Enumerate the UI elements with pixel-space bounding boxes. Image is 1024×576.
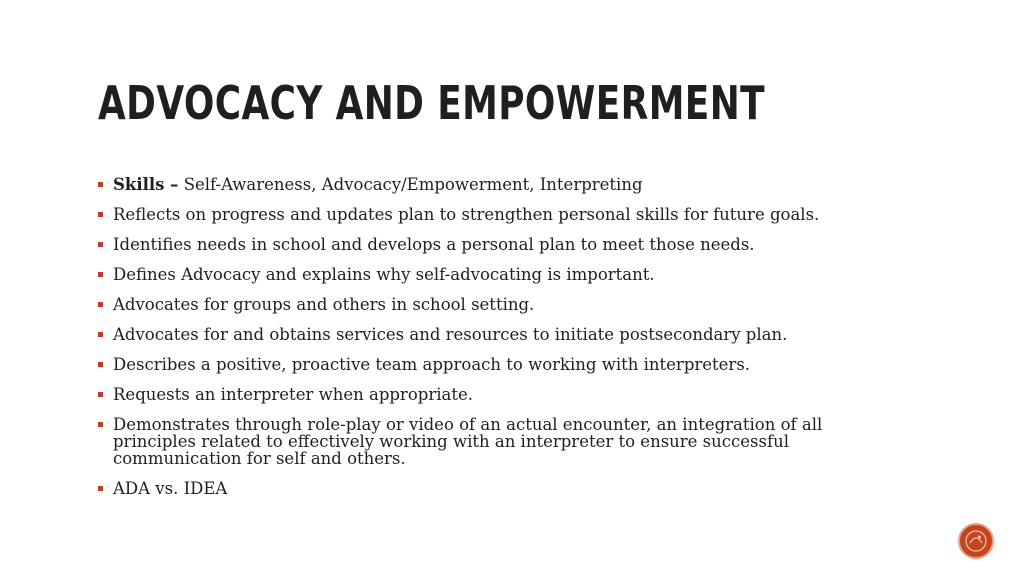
- logo-mark-icon: [963, 528, 989, 554]
- bullet-item: [98, 356, 898, 373]
- bullet-text: Demonstrates through role-play or video of an actual encounter, an integration of all principles related to effectively working with an interpreter to ensure successful communication for self and others.: [113, 415, 823, 468]
- bullet-item-skills: [98, 176, 898, 193]
- bullet-text: ADA vs. IDEA: [113, 479, 228, 498]
- bullet-text: Describes a positive, proactive team approach to working with interpreters.: [113, 355, 751, 374]
- slide-title: ADVOCACY AND EMPOWERMENT: [98, 76, 765, 130]
- bullet-text: Self-Awareness, Advocacy/Empowerment, Interpreting: [183, 175, 643, 194]
- bullet-marker-icon: [98, 272, 103, 277]
- bullet-marker-icon: [98, 486, 103, 491]
- bullet-item: [98, 266, 898, 283]
- bullet-text: Requests an interpreter when appropriate.: [113, 385, 473, 404]
- bullet-marker-icon: [98, 422, 103, 427]
- bullet-item: [98, 326, 898, 343]
- bullet-item: [98, 236, 898, 253]
- bullet-item: [98, 206, 898, 223]
- bullet-item: [98, 386, 898, 403]
- bullet-item: [98, 480, 898, 497]
- bullet-lead: Skills –: [113, 175, 179, 194]
- bullet-text: Identifies needs in school and develops a personal plan to meet those needs.: [113, 235, 755, 254]
- bullet-list: [98, 176, 898, 510]
- bullet-marker-icon: [98, 332, 103, 337]
- bullet-text: Advocates for groups and others in school setting.: [113, 295, 535, 314]
- bullet-marker-icon: [98, 182, 103, 187]
- bullet-marker-icon: [98, 362, 103, 367]
- bullet-item: [98, 416, 898, 467]
- bullet-marker-icon: [98, 302, 103, 307]
- bullet-item: [98, 296, 898, 313]
- bullet-marker-icon: [98, 212, 103, 217]
- slide-logo-icon: [958, 523, 994, 559]
- bullet-marker-icon: [98, 242, 103, 247]
- bullet-text: Defines Advocacy and explains why self-advocating is important.: [113, 265, 655, 284]
- bullet-text: Reflects on progress and updates plan to strengthen personal skills for future goals.: [113, 205, 820, 224]
- bullet-text: Advocates for and obtains services and resources to initiate postsecondary plan.: [113, 325, 788, 344]
- bullet-marker-icon: [98, 392, 103, 397]
